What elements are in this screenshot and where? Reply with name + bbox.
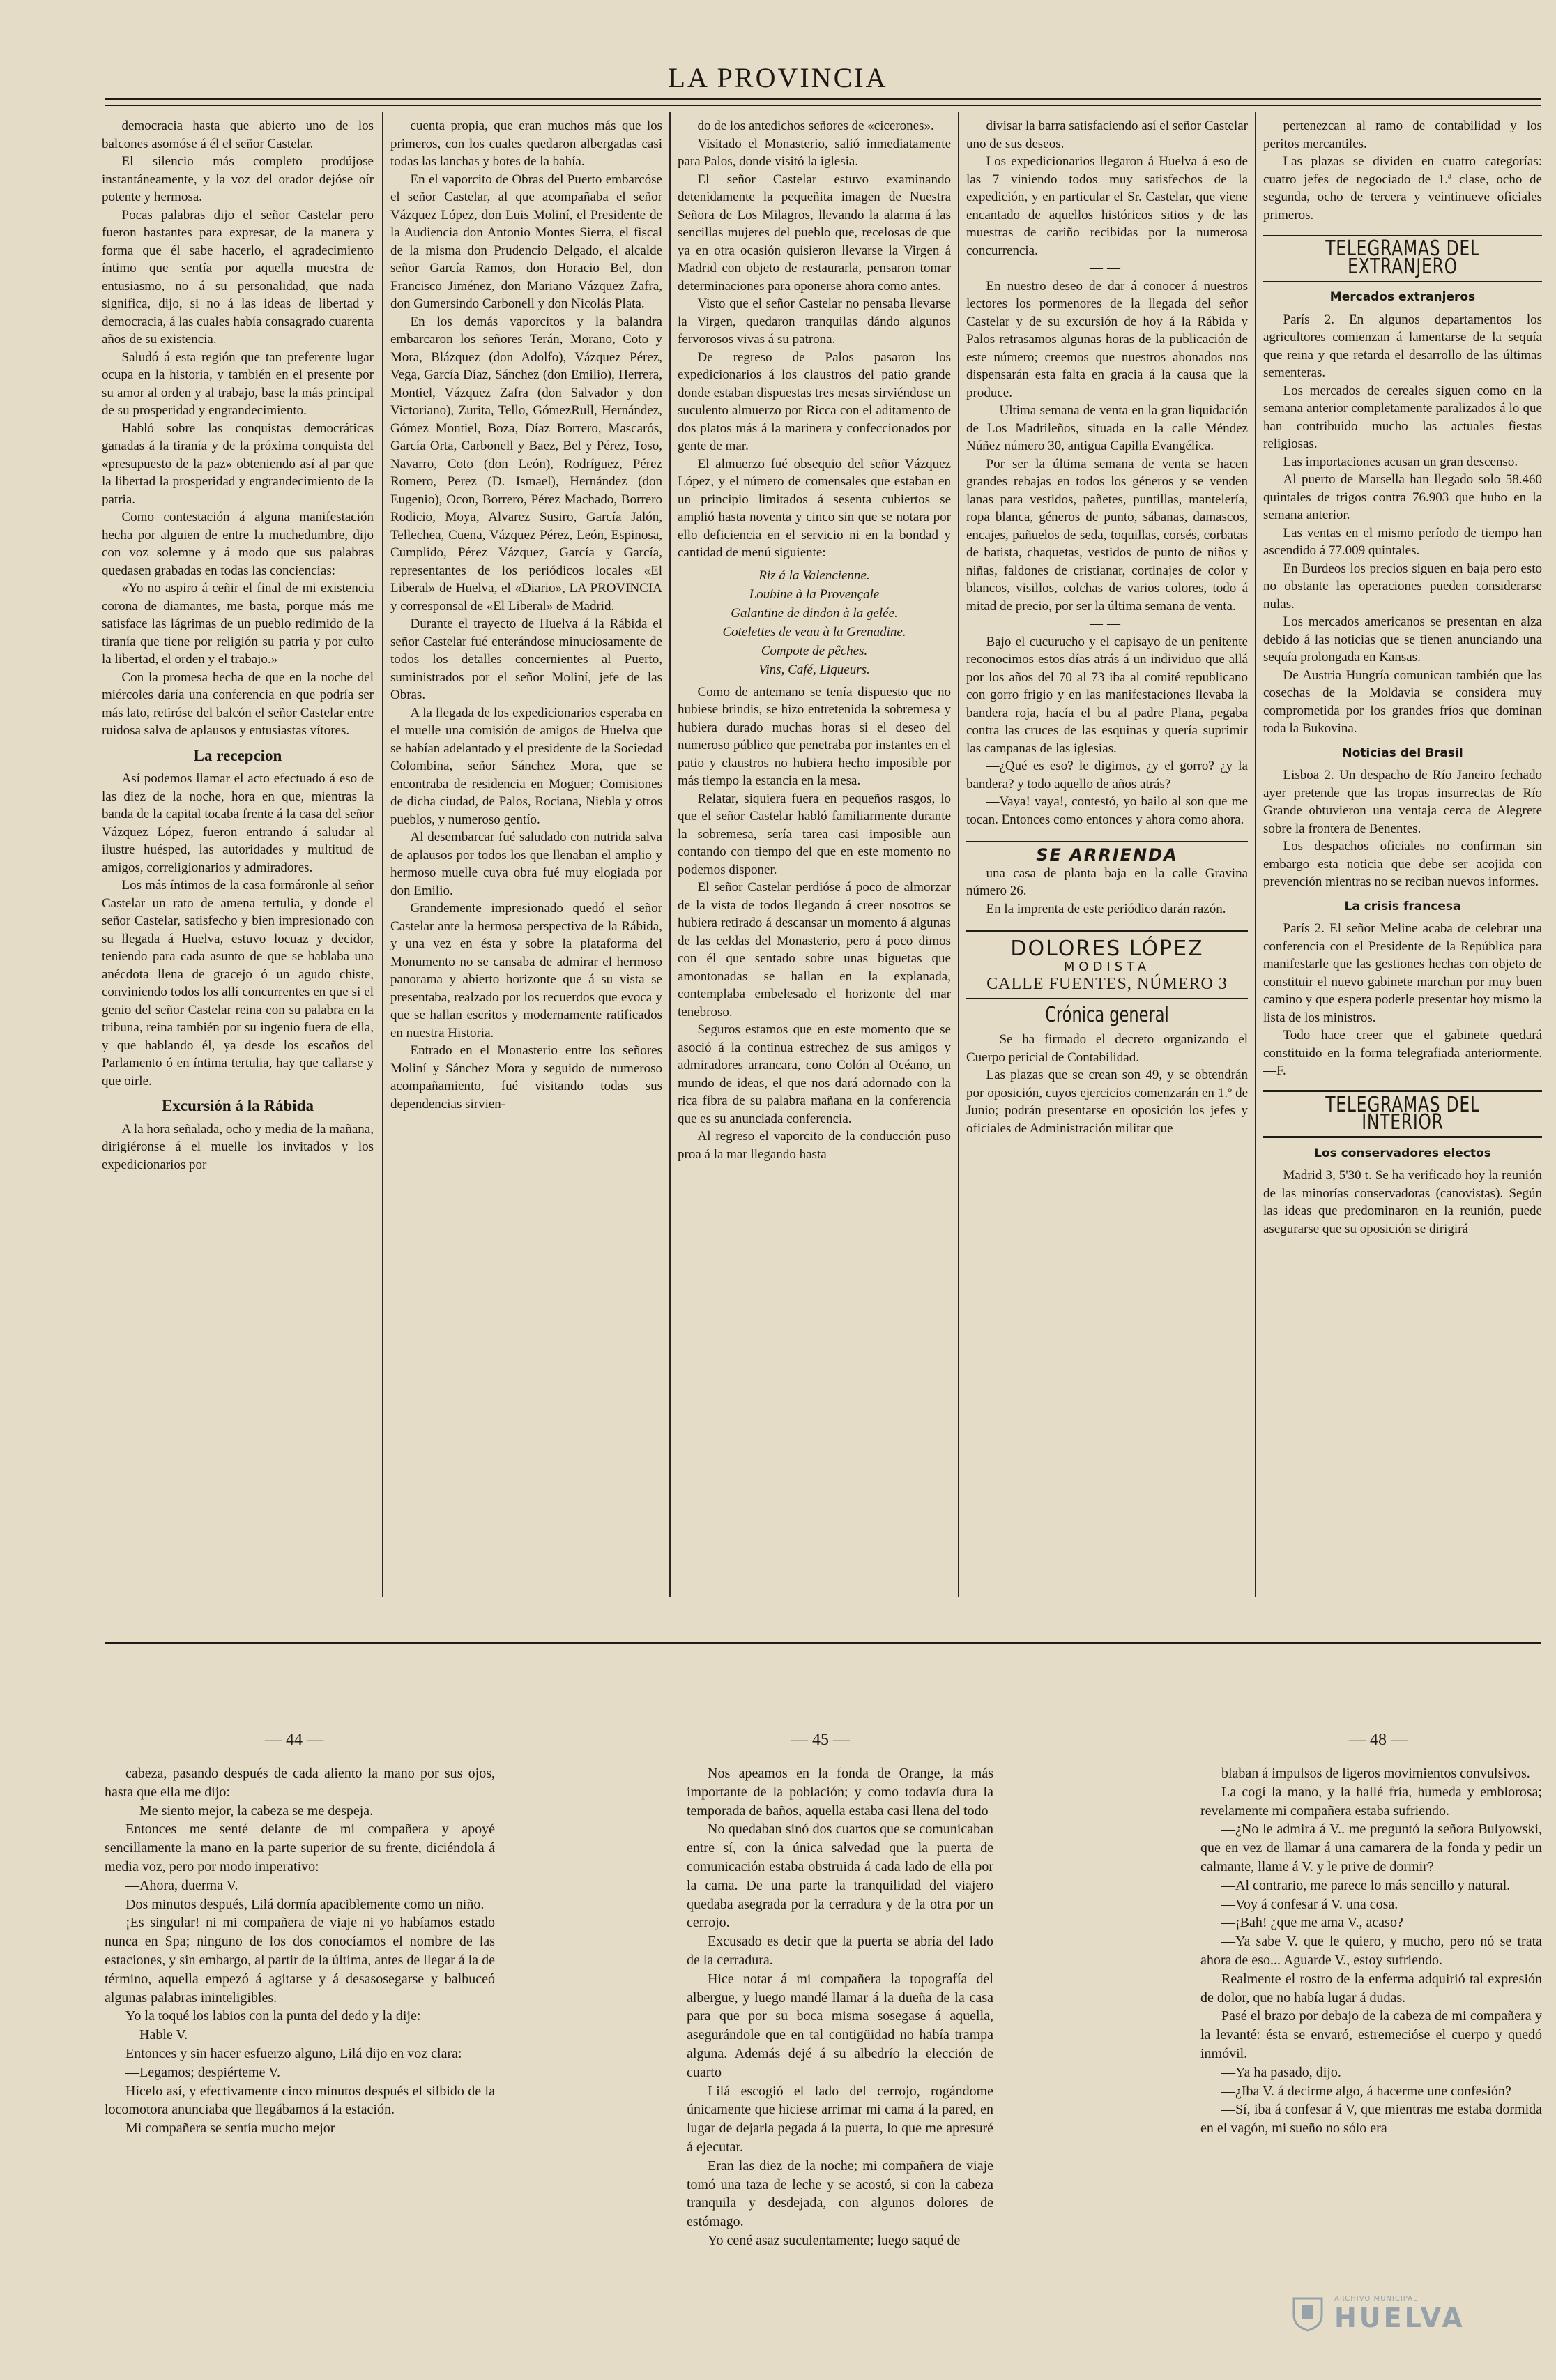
watermark-text-group xyxy=(1334,2295,1465,2333)
article-column-4 xyxy=(966,117,1248,1595)
paragraph: Entonces me senté delante de mi compañera y apoyé sencillamente la mano en la parte superior de su frente, diciéndola á media voz, pero por modo imperativo: xyxy=(105,1821,495,1874)
paragraph: —¿Iba V. á decirme algo, á hacerme une confesión? xyxy=(1221,2083,1511,2099)
paragraph: Bajo el cucurucho y el capisayo de un penitente reconocimos estos días atrás á un individuo que allá por los años del 70 al 73 iba al comité republicano con gorro frigio y en las manifestaciones llevaba la bandera roja, hacía el bu al padre Plana, pegaba contra las cruces de las esquinas y quería suprimir las campanas de las iglesias. xyxy=(966,634,1248,756)
watermark-text: HUELVA xyxy=(1334,2302,1465,2333)
paragraph: El silencio más completo prodújose instantáneamente, y la voz del orador dejóse oír potente y hermosa. xyxy=(102,154,374,204)
page-number-right: — 48 — xyxy=(1349,1731,1408,1749)
paragraph: Hícelo así, y efectivamente cinco minutos después el silbido de la locomotora anunciaba que llegábamos á la estación. xyxy=(105,2083,495,2118)
article-column-3 xyxy=(678,117,951,1595)
paragraph: democracia hasta que abierto uno de los balcones asomóse á él el señor Castelar. xyxy=(102,119,374,151)
paragraph: De regreso de Palos pasaron los expedicionarios á los claustros del patio grande donde estaban dispuestas tres mesas sirviéndose un suculento almuerzo por Ricca con el aditamento de dos platos más á la marinera y confeccionados por gente de mar. xyxy=(678,349,951,453)
paragraph: No quedaban sinó dos cuartos que se comunicaban entre sí, con la única salvedad que la puerta de comunicación estaba obstruida á cada lado de ella por la cama. De una parte la tranquilidad del viajero quedaba asegrada por la cerradura y de la otra por un cerrojo. xyxy=(687,1821,993,1931)
paragraph: Los mercados de cereales siguen como en la semana anterior completamente paralizados á lo que han contribuido mucho las actuales fiestas religiosas. xyxy=(1263,383,1542,451)
paragraph: Excusado es decir que la puerta se abría del lado de la cerradura. xyxy=(687,1934,993,1968)
paragraph: —Hable V. xyxy=(125,2027,188,2043)
paragraph: blaban á impulsos de ligeros movimientos convulsivos. xyxy=(1221,1766,1530,1781)
paragraph: Como contestación á alguna manifestación hecha por alguien de entre la muchedumbre, dijo con voz solemne y á modo que sus palabras quedasen grabadas en todas las conciencias: xyxy=(102,510,374,578)
serial-column-3 xyxy=(1200,1764,1542,2350)
paragraph: Saludó á esta región que tan preferente lugar ocupa en la historia, y también en el presente por su amor al orden y al trabajo, base la más principal de su prosperidad y engrandecimiento. xyxy=(102,349,374,418)
paragraph: Eran las diez de la noche; mi compañera de viaje tomó una taza de leche y se acostó, si con la cabeza tranquila y desdejada, con algunos dolores de estómago. xyxy=(687,2158,993,2230)
paragraph: Yo la toqué los labios con la punta del dedo y la dije: xyxy=(125,2008,421,2024)
paragraph: Lilá escogió el lado del cerrojo, rogándome únicamente que hiciese arrimar mi cama á la pared, en lugar de dejarla pegada á la puerta, lo que me apresuré á ejecutar. xyxy=(687,2083,993,2155)
menu-item: Compote de pêches. xyxy=(761,643,868,658)
paragraph: Las plazas que se crean son 49, y se obtendrán por oposición, cuyos ejercicios comenzarán en 1.º de Junio; podrán presentarse en oposición los jefes y oficiales de Administración militar que xyxy=(966,1068,1248,1136)
paragraph: —Voy á confesar á V. una cosa. xyxy=(1221,1896,1398,1912)
paragraph: Como de antemano se tenía dispuesto que no hubiese brindis, se hizo entretenida la sobremesa y hubiera durado muchas horas si el deseo del numeroso público que penetraba por instantes en el patio y claustros no hubiera hecho imposible por más tiempo la estancia en la mesa. xyxy=(678,684,951,788)
paragraph: Las ventas en el mismo período de tiempo han ascendido á 77.009 quintales. xyxy=(1263,525,1542,558)
section-title: TELEGRAMAS DEL INTERIOR xyxy=(1325,1092,1480,1135)
paragraph: —¿Qué es eso? le digimos, ¿y el gorro? ¿y la bandera? y todo aquello de años atrás? xyxy=(966,759,1248,791)
paragraph: —Ahora, duerma V. xyxy=(125,1877,238,1893)
paragraph: Pasé el brazo por debajo de la cabeza de mi compañera y la levanté: ésta se envaró, estremecióse el cuerpo y quedó inmóvil. xyxy=(1200,2008,1542,2061)
paragraph: En el vaporcito de Obras del Puerto embarcóse el señor Castelar, al que acompañaba el señor Vázquez López, don Luis Moliní, el Presidente de la Audiencia don Antonio Montes Sierra, el fiscal de la misma don Prudencio Delgado, el alcalde señor García Ramos, don Horacio Bel, don Francisco Jiménez, don Mariano Vázquez Zafra, don Gumersindo Carbonell y don Nicolás Plata. xyxy=(390,172,662,311)
menu-item: Vins, Café, Liqueurs. xyxy=(758,662,870,677)
paragraph: —Ultima semana de venta en la gran liquidación de Los Madrileños, situada en la calle Méndez Núñez número 30, antigua Capilla Evangélica. xyxy=(966,403,1248,453)
paragraph: Al puerto de Marsella han llegado solo 58.460 quintales de trigos contra 76.903 que hubo en la semana anterior. xyxy=(1263,472,1542,522)
serial-column-2 xyxy=(687,1764,993,2350)
menu-item: Cotelettes de veau à la Grenadine. xyxy=(722,624,906,639)
archive-watermark xyxy=(1288,2289,1497,2339)
paragraph: Pocas palabras dijo el señor Castelar pero fueron bastantes para expresar, de la manera y forma que él sabe hacerlo, el agradecimiento íntimo que sentía por aquella muestra de entusiasmo, no á su personalidad, que nada significa, dijo, si no á las ideas de libertad y democracia, á las cuales había consagrado cuarenta años de su existencia. xyxy=(102,207,374,347)
ad-occupation: MODISTA xyxy=(1063,959,1151,974)
column-divider xyxy=(1255,112,1256,1597)
paragraph: Los más íntimos de la casa formáronle al señor Castelar un rato de amena tertulia, y donde el señor Castelar, satisfecho y bien impresionado con su llegada á Huelva, estuvo locuaz y decidor, teniendo para cada asunto de que se hablaba una anécdota llena de gracejo ó un agudo chiste, conviniendo todos los allí concurrentes en que si el genio del señor Castelar reina con su palabra en la tribuna, reina también por su ingenio fuera de ella, y que hablando él, ya desde los escaños del Parlamento ó en íntima tertulia, hay que callarse y que oirle. xyxy=(102,878,374,1089)
folletin-divider xyxy=(105,1642,1541,1644)
paragraph: Todo hace creer que el gabinete quedará constituido en la forma telegrafiada anteriormente.—F. xyxy=(1263,1028,1542,1078)
paragraph: Con la promesa hecha de que en la noche del miércoles daría una conferencia en que podría ser más lato, retiróse del balcón el señor Castelar entre ruidosa salva de aplausos y entusiastas vítores. xyxy=(102,669,374,738)
paragraph: cabeza, pasando después de cada aliento la mano por sus ojos, hasta que ella me dijo: xyxy=(105,1766,495,1800)
paragraph: —Vaya! vaya!, contestó, yo bailo al son que me tocan. Entonces como entonces y ahora como ahora. xyxy=(966,794,1248,827)
page-number-left: — 44 — xyxy=(265,1731,323,1749)
watermark-subtext: ARCHIVO MUNICIPAL xyxy=(1334,2294,1418,2303)
ad-text: una casa de planta baja en la calle Gravina número 26. xyxy=(966,865,1248,898)
paragraph: París 2. El señor Meline acaba de celebrar una conferencia con el Presidente de la República para manifestarle que las gestiones hechas con objeto de constituir el nuevo gabinete marchan por muy buen camino y que espera poderle presentar hoy mismo la lista de los ministros. xyxy=(1263,921,1542,1025)
paragraph: En los demás vaporcitos y la balandra embarcaron los señores Terán, Morano, Coto y Mora, Blázquez (don Adolfo), Vázquez Pérez, Vega, García Díaz, Sánchez (don Emilio), Herrera, Montiel, Vázquez Zafra (don Salvador y don Victoriano), Zurita, Tello, GómezRull, Hernández, Gómez Montiel, Boza, Díaz Borrero, Mascarós, García Orta, Carbonell y Baez, Bel y Pérez, Toso, Navarro, Coto (don León), Rodríguez, Pérez Romero, Perez (D. Ismael), Hernández (don Eugenio), Ocon, Borrero, Pérez Machado, Borrero Rodicio, Moya, Alvarez Susiro, García Jalón, Tellechea, Cuena, Vázquez Pérez, León, Espinosa, Cumplido, Pérez Vázquez, García y García, representantes de los periódicos locales «El Liberal» de Huelva, el «Diario», LA PROVINCIA y corresponsal de «El Liberal» de Madrid. xyxy=(390,314,662,614)
paragraph: Al regreso el vaporcito de la conducción puso proa á la mar llegando hasta xyxy=(678,1129,951,1162)
paragraph: Dos minutos después, Lilá dormía apaciblemente como un niño. xyxy=(125,1896,485,1912)
ad-name: DOLORES LÓPEZ xyxy=(1010,937,1204,961)
paragraph: Relatar, siquiera fuera en pequeños rasgos, lo que el señor Castelar habló familiarmente durante la sobremesa, sería tarea casi imposible aun contando con tiempo del que en este momento no podemos disponer. xyxy=(678,791,951,877)
paragraph: pertenezcan al ramo de contabilidad y los peritos mercantiles. xyxy=(1263,119,1542,151)
paragraph: divisar la barra satisfaciendo así el señor Castelar uno de sus deseos. xyxy=(966,119,1248,151)
paragraph: Durante el trayecto de Huelva á la Rábida el señor Castelar fué enterándose minuciosamente de todos los detalles concernientes al Puerto, suministrados por el señor Moliní, jefe de las Obras. xyxy=(390,616,662,702)
paragraph: De Austria Hungría comunican también que las cosechas de la Moldavia se considera muy comprometida por los grandes fríos que dominan toda la Bukovina. xyxy=(1263,667,1542,736)
section-heading: La recepcion xyxy=(193,746,282,764)
advertisement-modista xyxy=(966,930,1248,999)
paragraph: Hice notar á mi compañera la topografía del albergue, y luego mandé llamar á la dueña de la casa para que por su boca misma sosegase á aquella, asegurándole que en tal contigüidad no había trampa alguna. Además dejé á su albedrío la elección de cuarto xyxy=(687,1971,993,2080)
archive-crest-icon xyxy=(1288,2294,1327,2333)
paragraph: Habló sobre las conquistas democráticas ganadas á la tiranía y de la próxima conquista del «presupuesto de la paz» obteniendo así al par que la libertad la prosperidad y engrandecimiento de la patria. xyxy=(102,420,374,507)
subheading: La crisis francesa xyxy=(1344,899,1461,914)
column-divider xyxy=(669,112,671,1597)
section-heading: Excursión á la Rábida xyxy=(162,1097,314,1114)
subheading: Mercados extranjeros xyxy=(1329,290,1476,304)
article-column-2 xyxy=(390,117,662,1595)
paragraph: ¡Es singular! ni mi compañera de viaje ni yo habíamos estado nunca en Spa; ninguno de los dos conocíamos el nombre de las estaciones, y sin embargo, al partir de la última, antes de llegar á la de término, aquella empezó á agitarse y á desasosegarse y balbuceó algunas palabras ininteligibles. xyxy=(105,1915,495,2006)
serial-column-1 xyxy=(105,1764,495,2350)
paragraph: Nos apeamos en la fonda de Orange, la más importante de la población; y como todavía dura la temporada de baños, aquella estaba casi llena del todo xyxy=(687,1766,993,1819)
paragraph: La cogí la mano, y la hallé fría, humeda y emblorosa; revelamente mi compañera estaba sufriendo. xyxy=(1200,1784,1542,1819)
paragraph: Las plazas se dividen en cuatro categorías: cuatro jefes de negociado de 1.ª clase, ocho de segunda, ocho de tercera y veintinueve oficiales primeros. xyxy=(1263,154,1542,222)
menu-item: Galantine de dindon à la gelée. xyxy=(731,605,898,621)
paragraph: Realmente el rostro de la enferma adquirió tal expresión de dolor, que no había lugar á dudas. xyxy=(1200,1971,1542,2006)
separator: —— xyxy=(1090,261,1124,275)
masthead-rule-thin xyxy=(105,105,1541,106)
paragraph: Entrado en el Monasterio entre los señores Moliní y Sánchez Mora y seguido de numeroso acompañamiento, fué visitando todas sus dependencias sirvien- xyxy=(390,1043,662,1112)
paragraph: Madrid 3, 5'30 t. Se ha verificado hoy la reunión de las minorías conservadoras (canovistas). Según las ideas que predominaron en la reunión, puede asegurarse que su oposición se dirigirá xyxy=(1263,1168,1542,1236)
masthead-title: LA PROVINCIA xyxy=(668,62,888,93)
paragraph: —Me siento mejor, la cabeza se me despeja. xyxy=(125,1803,374,1819)
paragraph: —Ya sabe V. que le quiero, y mucho, pero nó se trata ahora de eso... Aguarde V., estoy sufriendo. xyxy=(1200,1934,1542,1968)
paragraph: El señor Castelar perdióse á poco de almorzar de la vista de todos llegando á creer nosotros se hubiera retirado á descansar un momento á algunas de las celdas del Monasterio, pero á poco dimos con él que sentado sobre unas biguetas que amontonadas se hallan en la explanada, contemplaba embelesado el horizonte del mar tenebroso. xyxy=(678,880,951,1020)
paragraph: Mi compañera se sentía mucho mejor xyxy=(125,2121,335,2137)
paragraph: Seguros estamos que en este momento que se asoció á la continua estrechez de sus amigos y admiradores arrancara, cono Colón al Océano, un mundo de ideas, el que nos dará adornado con la rica fibra de su palabra mañana en la conferencia que es su anunciada conferencia. xyxy=(678,1022,951,1126)
paragraph: cuenta propia, que eran muchos más que los primeros, con los cuales quedaron albergadas casi todas las lanchas y botes de la bahía. xyxy=(390,119,662,169)
paragraph: A la llegada de los expedicionarios esperaba en el muelle una comisión de amigos de Huelva que se habían adelantado y el presidente de la Sociedad Colombina, señor Sánchez Mora, que se encontraba de residencia en Moguer; Comisiones de dicha ciudad, de Palos, Rociana, Niebla y otros pueblos, y numeroso gentío. xyxy=(390,705,662,827)
paragraph: Las importaciones acusan un gran descenso. xyxy=(1283,454,1518,469)
article-column-5 xyxy=(1263,117,1542,1595)
subheading: Los conservadores electos xyxy=(1314,1146,1491,1160)
paragraph: Por ser la última semana de venta se hacen grandes rebajas en todos los géneros y se venden lanas para vestidos, pañetes, puntillas, mantelería, ropa blanca, géneros de punto, sábanas, damascos, encajes, pañuelos de seda, toquillas, corsés, corbatas de batista, chaquetas, vestidos de punto de niños y niñas, faldones de cristianar, cortinajes de color y blancos, visillos, colchas de varios colores, todo á mitad de precio, por ser la última semana de venta. xyxy=(966,456,1248,614)
paragraph: En nuestro deseo de dar á conocer á nuestros lectores los pormenores de la llegada del señor Castelar y de su excursión de hoy á la Rábida y Palos retrasamos algunas horas de la publicación de este número; creemos que nuestros abonados nos dispensarán esta falta en gracia á la causa que la produce. xyxy=(966,278,1248,400)
paragraph: Lisboa 2. Un despacho de Río Janeiro fechado ayer pretende que las tropas insurrectas de Río Grande obtuvieron una ventaja cerca de Alegrete sobre la frontera de Benentes. xyxy=(1263,768,1542,836)
paragraph: —Ya ha pasado, dijo. xyxy=(1221,2064,1341,2080)
paragraph: do de los antedichos señores de «cicerones». xyxy=(697,119,934,133)
paragraph: Así podemos llamar el acto efectuado á eso de las diez de la noche, hora en que, mientras la banda de la capital tocaba frente á la casa del señor Vázquez López, fueron entrando á saludar al ilustre huésped, las autoridades y multitud de amigos, correligionarios y admiradores. xyxy=(102,771,374,875)
paragraph: Los mercados americanos se presentan en alza debido á las noticias que se tienen anunciando una sequía prolongada en Kansas. xyxy=(1263,614,1542,665)
paragraph: En Burdeos los precios siguen en baja pero esto no obstante las operaciones pueden considerarse nulas. xyxy=(1263,561,1542,612)
column-divider xyxy=(382,112,383,1597)
paragraph: Los despachos oficiales no confirman sin embargo esta noticia que debe ser acojida con prevención mientras no se reciban nuevos informes. xyxy=(1263,839,1542,889)
menu-item: Riz á la Valencienne. xyxy=(758,568,870,583)
paragraph: —Sí, iba á confesar á V, que mientras me estaba dormida en el vagón, mi sueño no sólo era xyxy=(1200,2102,1542,2137)
paragraph: «Yo no aspiro á ceñir el final de mi existencia corona de diamantes, me basta, porque más me satisface las lágrimas de un pueblo redimido de la tiranía que tiene por religión su patria y por culto la libertad, el orden y el trabajo.» xyxy=(102,581,374,667)
paragraph: A la hora señalada, ocho y media de la mañana, dirigiéronse á el muelle los invitados y los expedicionarios por xyxy=(102,1121,374,1172)
advertisement-rent xyxy=(966,841,1248,918)
ad-address: CALLE FUENTES, NÚMERO 3 xyxy=(966,976,1248,999)
paragraph: —¡Bah! ¿que me ama V., acaso? xyxy=(1221,1915,1403,1931)
paragraph: Entonces y sin hacer esfuerzo alguno, Lilá dijo en voz clara: xyxy=(125,2045,462,2061)
ad-text: En la imprenta de este periódico darán razón. xyxy=(986,901,1226,916)
paragraph: Visto que el señor Castelar no pensaba llevarse la Virgen, quedaron tranquilas dándo algunos fervorosos vivas á su patrona. xyxy=(678,296,951,347)
separator: —— xyxy=(1090,616,1124,631)
menu-list xyxy=(678,566,951,679)
paragraph: El almuerzo fué obsequio del señor Vázquez López, y el número de comensales que estaban en un principio limitados á sesenta cubiertos se amplió hasta noventa y cinco sin que se notara por ello deficiencia en el servicio ni en la bondad y cantidad de menú siguiente: xyxy=(678,456,951,560)
paragraph: —Legamos; despiérteme V. xyxy=(125,2064,280,2080)
page-number-middle: — 45 — xyxy=(791,1731,850,1749)
paragraph: Yo cené asaz suculentamente; luego saqué de xyxy=(708,2232,961,2248)
section-header-extranjero xyxy=(1263,234,1542,282)
paragraph: —Se ha firmado el decreto organizando el Cuerpo pericial de Contabilidad. xyxy=(966,1032,1248,1065)
paragraph: Visitado el Monasterio, salió inmediatamente para Palos, donde visitó la iglesia. xyxy=(678,136,951,169)
menu-item: Loubine à la Provençale xyxy=(749,586,880,602)
ad-title: SE ARRIENDA xyxy=(1036,845,1178,865)
paragraph: Grandemente impresionado quedó el señor Castelar ante la hermosa perspectiva de la Rábida, y una vez en ésta y sobre la plataforma del Monumento no se cansaba de admirar el hermoso panorama y abierto horizonte que á su vista se presentaba, realzado por los recuerdos que evoca y que se hallan escritos y modernamente ratificados en nuestra Historia. xyxy=(390,901,662,1040)
section-title-cronica: Crónica general xyxy=(1045,1002,1169,1027)
paragraph: París 2. En algunos departamentos los agricultores comienzan á lamentarse de la sequía que reina y que retarda el desarrollo de las últimas sementeras. xyxy=(1263,312,1542,380)
paragraph: Los expedicionarios llegaron á Huelva á eso de las 7 viniendo todos muy satisfechos de la expedición, y en particular el Sr. Castelar, que viene encantado de aquellos históricos sitios y de las muestras de cariño recibidas por la numerosa concurrencia. xyxy=(966,154,1248,258)
masthead-rule xyxy=(105,98,1541,100)
paragraph: —Al contrario, me parece lo más sencillo y natural. xyxy=(1221,1877,1511,1893)
article-column-1 xyxy=(102,117,374,1595)
paragraph: Al desembarcar fué saludado con nutrida salva de aplausos por todos los que llenaban el amplio y hermoso muelle cuya obra fué muy elogiada por don Emilio. xyxy=(390,830,662,898)
paragraph: —¿No le admira á V.. me preguntó la señora Bulyowski, que en vez de llamar á una camarera de la fonda y pedir un calmante, llame á V. y le prive de dormir? xyxy=(1200,1821,1542,1874)
column-divider xyxy=(958,112,959,1597)
paragraph: El señor Castelar estuvo examinando detenidamente la pequeñita imagen de Nuestra Señora de Los Milagros, llevando la alarma á las sencillas mujeres del pueblo que, recelosas de que ya en otra ocasión quisieron llevarse la Virgen á Madrid con objeto de restaurarla, pensaron tomar determinaciones para oponerse ahora como antes. xyxy=(678,172,951,294)
subheading: Noticias del Brasil xyxy=(1342,745,1463,760)
section-title: TELEGRAMAS DEL EXTRANJERO xyxy=(1325,236,1480,279)
section-header-interior xyxy=(1263,1090,1542,1138)
